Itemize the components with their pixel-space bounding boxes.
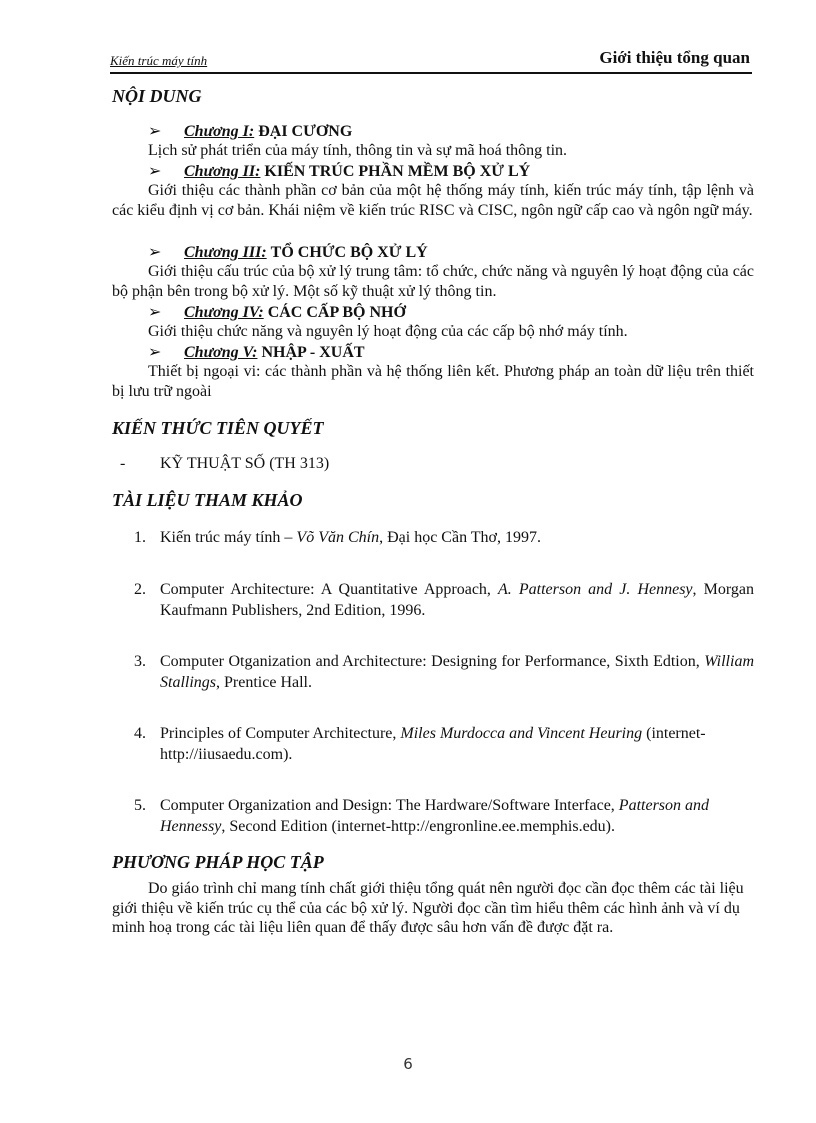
chapter-description: Lịch sử phát triển của máy tính, thông tin và sự mã hoá thông tin. xyxy=(148,142,568,159)
chapter-label: Chương IV: xyxy=(184,304,264,321)
chapter-description: Giới thiệu các thành phần cơ bản của một hệ thống máy tính, kiến trúc máy tính, tập lệnh và các kiểu định vị cơ bản. Khái niệm về kiến trúc RISC và CISC, ngôn ngữ cấp cao và ngôn ngữ máy. xyxy=(112,182,754,219)
reference-title: Computer Otganization and Architecture: Designing for Performance, Sixth Edtion, xyxy=(160,653,705,670)
reference-text xyxy=(160,723,754,765)
reference-publisher: (internet- http://iiusaedu.com). xyxy=(160,725,706,763)
arrow-bullet-icon: ➢ xyxy=(148,163,162,180)
header-course-title: Kiến trúc máy tính xyxy=(110,53,208,68)
reference-text xyxy=(160,579,754,621)
section-heading-noi-dung: NỘI DUNG xyxy=(112,86,202,106)
chapter-label: Chương II: xyxy=(184,163,261,180)
chapter-label: Chương III: xyxy=(184,244,267,261)
reference-publisher: , Second Edition (internet-http://engronline.ee.memphis.edu). xyxy=(221,818,615,835)
chapter-heading xyxy=(148,121,352,141)
prerequisite-text: KỸ THUẬT SỐ (TH 313) xyxy=(160,455,330,472)
chapter-title: KIẾN TRÚC PHẦN MỀM BỘ XỬ LÝ xyxy=(264,163,531,180)
prerequisite-item xyxy=(112,455,329,473)
reference-publisher: , Prentice Hall. xyxy=(216,674,312,691)
reference-publisher: , Đại học Cần Thơ, 1997. xyxy=(379,529,542,546)
reference-text xyxy=(160,795,754,837)
reference-number: 5. xyxy=(134,797,146,814)
reference-author: Miles Murdocca and Vincent Heuring xyxy=(400,725,643,742)
chapter-label: Chương V: xyxy=(184,344,258,361)
reference-author: A. Patterson and J. Hennesy xyxy=(498,581,693,598)
reference-number: 2. xyxy=(134,581,146,598)
reference-publisher: , Morgan Kaufmann Publishers, 2nd Edition, 1996. xyxy=(160,581,754,619)
reference-title: Computer Architecture: A Quantitative Approach, xyxy=(160,581,499,598)
arrow-bullet-icon: ➢ xyxy=(148,123,162,140)
reference-title: Computer Organization and Design: The Hardware/Software Interface, xyxy=(160,797,619,814)
arrow-bullet-icon: ➢ xyxy=(148,344,162,361)
section-heading-phuong-phap: PHƯƠNG PHÁP HỌC TẬP xyxy=(112,852,324,872)
reference-number: 3. xyxy=(134,653,146,670)
reference-author: Patterson and Hennessy xyxy=(160,797,710,835)
reference-item xyxy=(134,795,754,837)
chapter-description: Giới thiệu chức năng và nguyên lý hoạt động của các cấp bộ nhớ máy tính. xyxy=(148,323,628,340)
section-heading-tai-lieu: TÀI LIỆU THAM KHẢO xyxy=(112,490,303,510)
reference-title: Kiến trúc máy tính – xyxy=(160,529,297,546)
arrow-bullet-icon: ➢ xyxy=(148,244,162,261)
chapter-heading xyxy=(148,242,428,262)
dash-bullet: - xyxy=(120,455,126,472)
reference-text xyxy=(160,527,754,548)
chapter-description: Thiết bị ngoại vi: các thành phần và hệ thống liên kết. Phương pháp an toàn dữ liệu trên thiết bị lưu trữ ngoài xyxy=(112,363,754,400)
method-paragraph: Do giáo trình chỉ mang tính chất giới thiệu tổng quát nên người đọc cần đọc thêm các tài liệu giới thiệu về kiến trúc cụ thể của các bộ xử lý. Người đọc cần tìm hiểu thêm các hình ảnh và ví dụ minh hoạ trong các tài liệu liên quan để thấy được sâu hơn vấn đề được đặt ra. xyxy=(112,880,744,936)
chapter-heading xyxy=(148,342,365,362)
chapter-title: NHẬP - XUẤT xyxy=(261,344,365,361)
chapter-heading xyxy=(148,161,530,181)
reference-item xyxy=(134,651,754,693)
reference-number: 1. xyxy=(134,529,146,546)
reference-item xyxy=(134,723,754,765)
reference-number: 4. xyxy=(134,725,146,742)
reference-item xyxy=(134,579,754,621)
reference-text xyxy=(160,651,754,693)
chapter-title: CÁC CẤP BỘ NHỚ xyxy=(267,304,406,321)
reference-author: William Stallings xyxy=(160,653,754,691)
chapter-title: TỔ CHỨC BỘ XỬ LÝ xyxy=(270,244,428,261)
reference-author: Võ Văn Chín xyxy=(296,529,380,546)
chapter-title: ĐẠI CƯƠNG xyxy=(258,123,353,140)
arrow-bullet-icon: ➢ xyxy=(148,304,162,321)
page-number: 6 xyxy=(403,1055,413,1073)
section-heading-kien-thuc: KIẾN THỨC TIÊN QUYẾT xyxy=(112,418,324,438)
reference-item xyxy=(134,527,754,548)
reference-title: Principles of Computer Architecture, xyxy=(160,725,401,742)
chapter-label: Chương I: xyxy=(184,123,255,140)
chapter-heading xyxy=(148,302,406,322)
page-header xyxy=(110,48,752,74)
header-chapter-title: Giới thiệu tổng quan xyxy=(599,48,750,67)
chapter-description: Giới thiệu cấu trúc của bộ xử lý trung tâm: tổ chức, chức năng và nguyên lý hoạt động của các bộ phận bên trong bộ xử lý. Một số kỹ thuật xử lý thông tin. xyxy=(112,263,754,300)
